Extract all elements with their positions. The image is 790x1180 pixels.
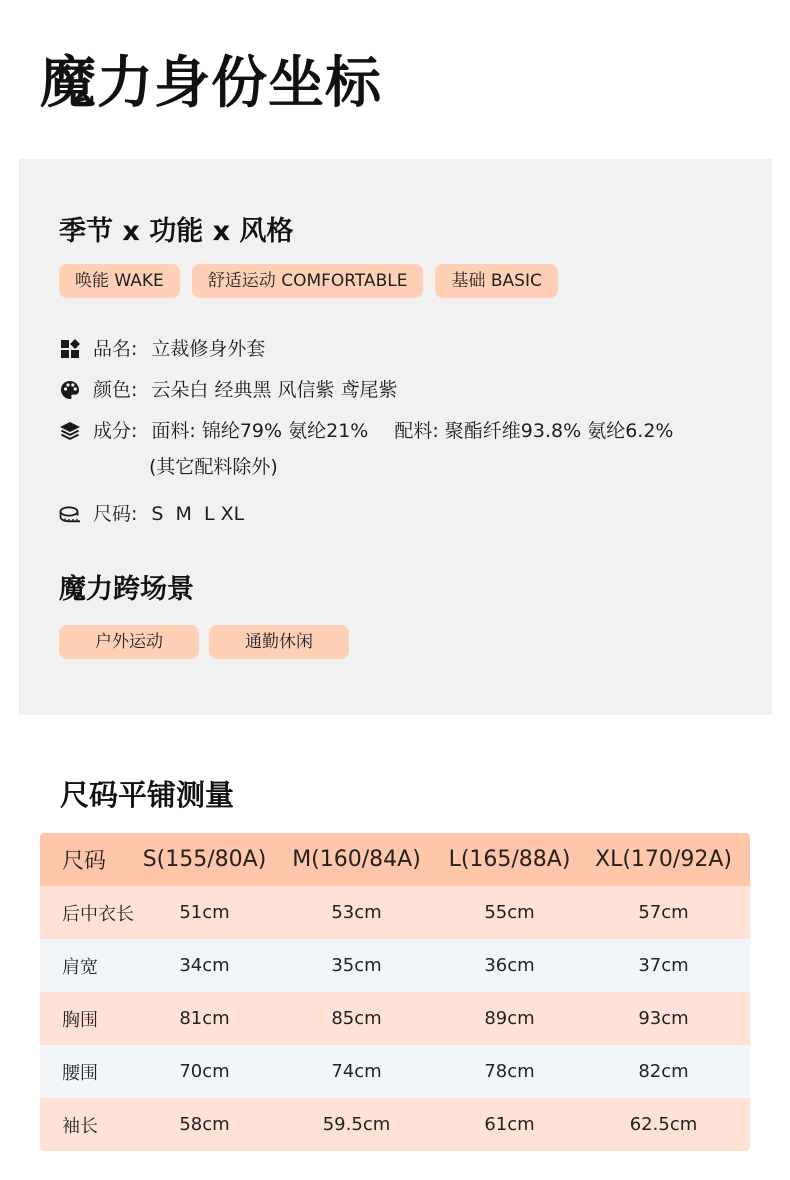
row-label: 后中衣长	[62, 903, 134, 925]
tag-wake[interactable]: 唤能 WAKE	[59, 264, 180, 298]
size-table-heading: 尺码平铺测量	[60, 778, 235, 812]
attr-composition	[59, 418, 673, 444]
table-cell: 78cm	[484, 1061, 535, 1082]
table-cell: 37cm	[638, 955, 689, 976]
header-cell: XL(170/92A)	[595, 847, 732, 872]
palette-icon	[59, 379, 81, 401]
attr-label: 成分:	[93, 420, 138, 442]
row-label: 袖长	[62, 1115, 98, 1137]
table-row	[40, 1098, 750, 1151]
tape-measure-icon	[59, 503, 81, 525]
attr-value: 立裁修身外套	[151, 338, 266, 360]
tag-outdoor-sports[interactable]: 户外运动	[59, 625, 199, 659]
scene-heading: 魔力跨场景	[59, 574, 194, 605]
table-cell: 62.5cm	[629, 1114, 698, 1135]
table-cell: 89cm	[484, 1008, 535, 1029]
fabric-value: 面料: 锦纶79% 氨纶21%	[151, 420, 369, 442]
header-cell: M(160/84A)	[292, 847, 421, 872]
row-label: 腰围	[62, 1062, 98, 1084]
scene-tag-row	[59, 625, 349, 659]
table-cell: 82cm	[638, 1061, 689, 1082]
attr-color	[59, 377, 398, 403]
table-row	[40, 886, 750, 939]
row-label: 胸围	[62, 1009, 98, 1031]
table-cell: 36cm	[484, 955, 535, 976]
table-cell: 70cm	[179, 1061, 230, 1082]
attr-label: 尺码:	[93, 503, 138, 525]
table-cell: 55cm	[484, 902, 535, 923]
attr-product-name	[59, 336, 265, 362]
size-table	[40, 833, 750, 1151]
grid-shapes-icon	[59, 338, 81, 360]
layers-icon	[59, 420, 81, 442]
header-cell: S(155/80A)	[142, 847, 267, 872]
attr-label: 品名:	[93, 338, 138, 360]
table-cell: 57cm	[638, 902, 689, 923]
page-title: 魔力身份坐标	[40, 51, 382, 116]
table-row	[40, 1045, 750, 1098]
table-cell: 74cm	[331, 1061, 382, 1082]
table-cell: 93cm	[638, 1008, 689, 1029]
table-cell: 61cm	[484, 1114, 535, 1135]
table-row	[40, 992, 750, 1045]
table-cell: 58cm	[179, 1114, 230, 1135]
attr-label: 颜色:	[93, 379, 138, 401]
table-row	[40, 939, 750, 992]
style-tag-row	[59, 264, 558, 298]
header-cell: L(165/88A)	[448, 847, 571, 872]
tag-comfortable[interactable]: 舒适运动 COMFORTABLE	[192, 264, 424, 298]
attr-value: 云朵白 经典黑 风信紫 鸢尾紫	[151, 379, 398, 401]
table-cell: 85cm	[331, 1008, 382, 1029]
table-header-row	[40, 833, 750, 886]
table-cell: 81cm	[179, 1008, 230, 1029]
tag-commute-leisure[interactable]: 通勤休闲	[209, 625, 349, 659]
attr-value: S M L XL	[151, 503, 245, 525]
tag-basic[interactable]: 基础 BASIC	[435, 264, 557, 298]
lining-value: 配料: 聚酯纤维93.8% 氨纶6.2%	[394, 420, 674, 442]
attr-size	[59, 501, 244, 527]
table-cell: 35cm	[331, 955, 382, 976]
season-function-style-heading: 季节 x 功能 x 风格	[59, 216, 294, 247]
table-cell: 51cm	[179, 902, 230, 923]
table-cell: 59.5cm	[322, 1114, 391, 1135]
table-cell: 34cm	[179, 955, 230, 976]
row-label: 肩宽	[62, 956, 98, 978]
composition-note: (其它配料除外)	[149, 456, 278, 478]
table-cell: 53cm	[331, 902, 382, 923]
header-cell: 尺码	[62, 849, 107, 874]
info-panel	[19, 159, 772, 715]
